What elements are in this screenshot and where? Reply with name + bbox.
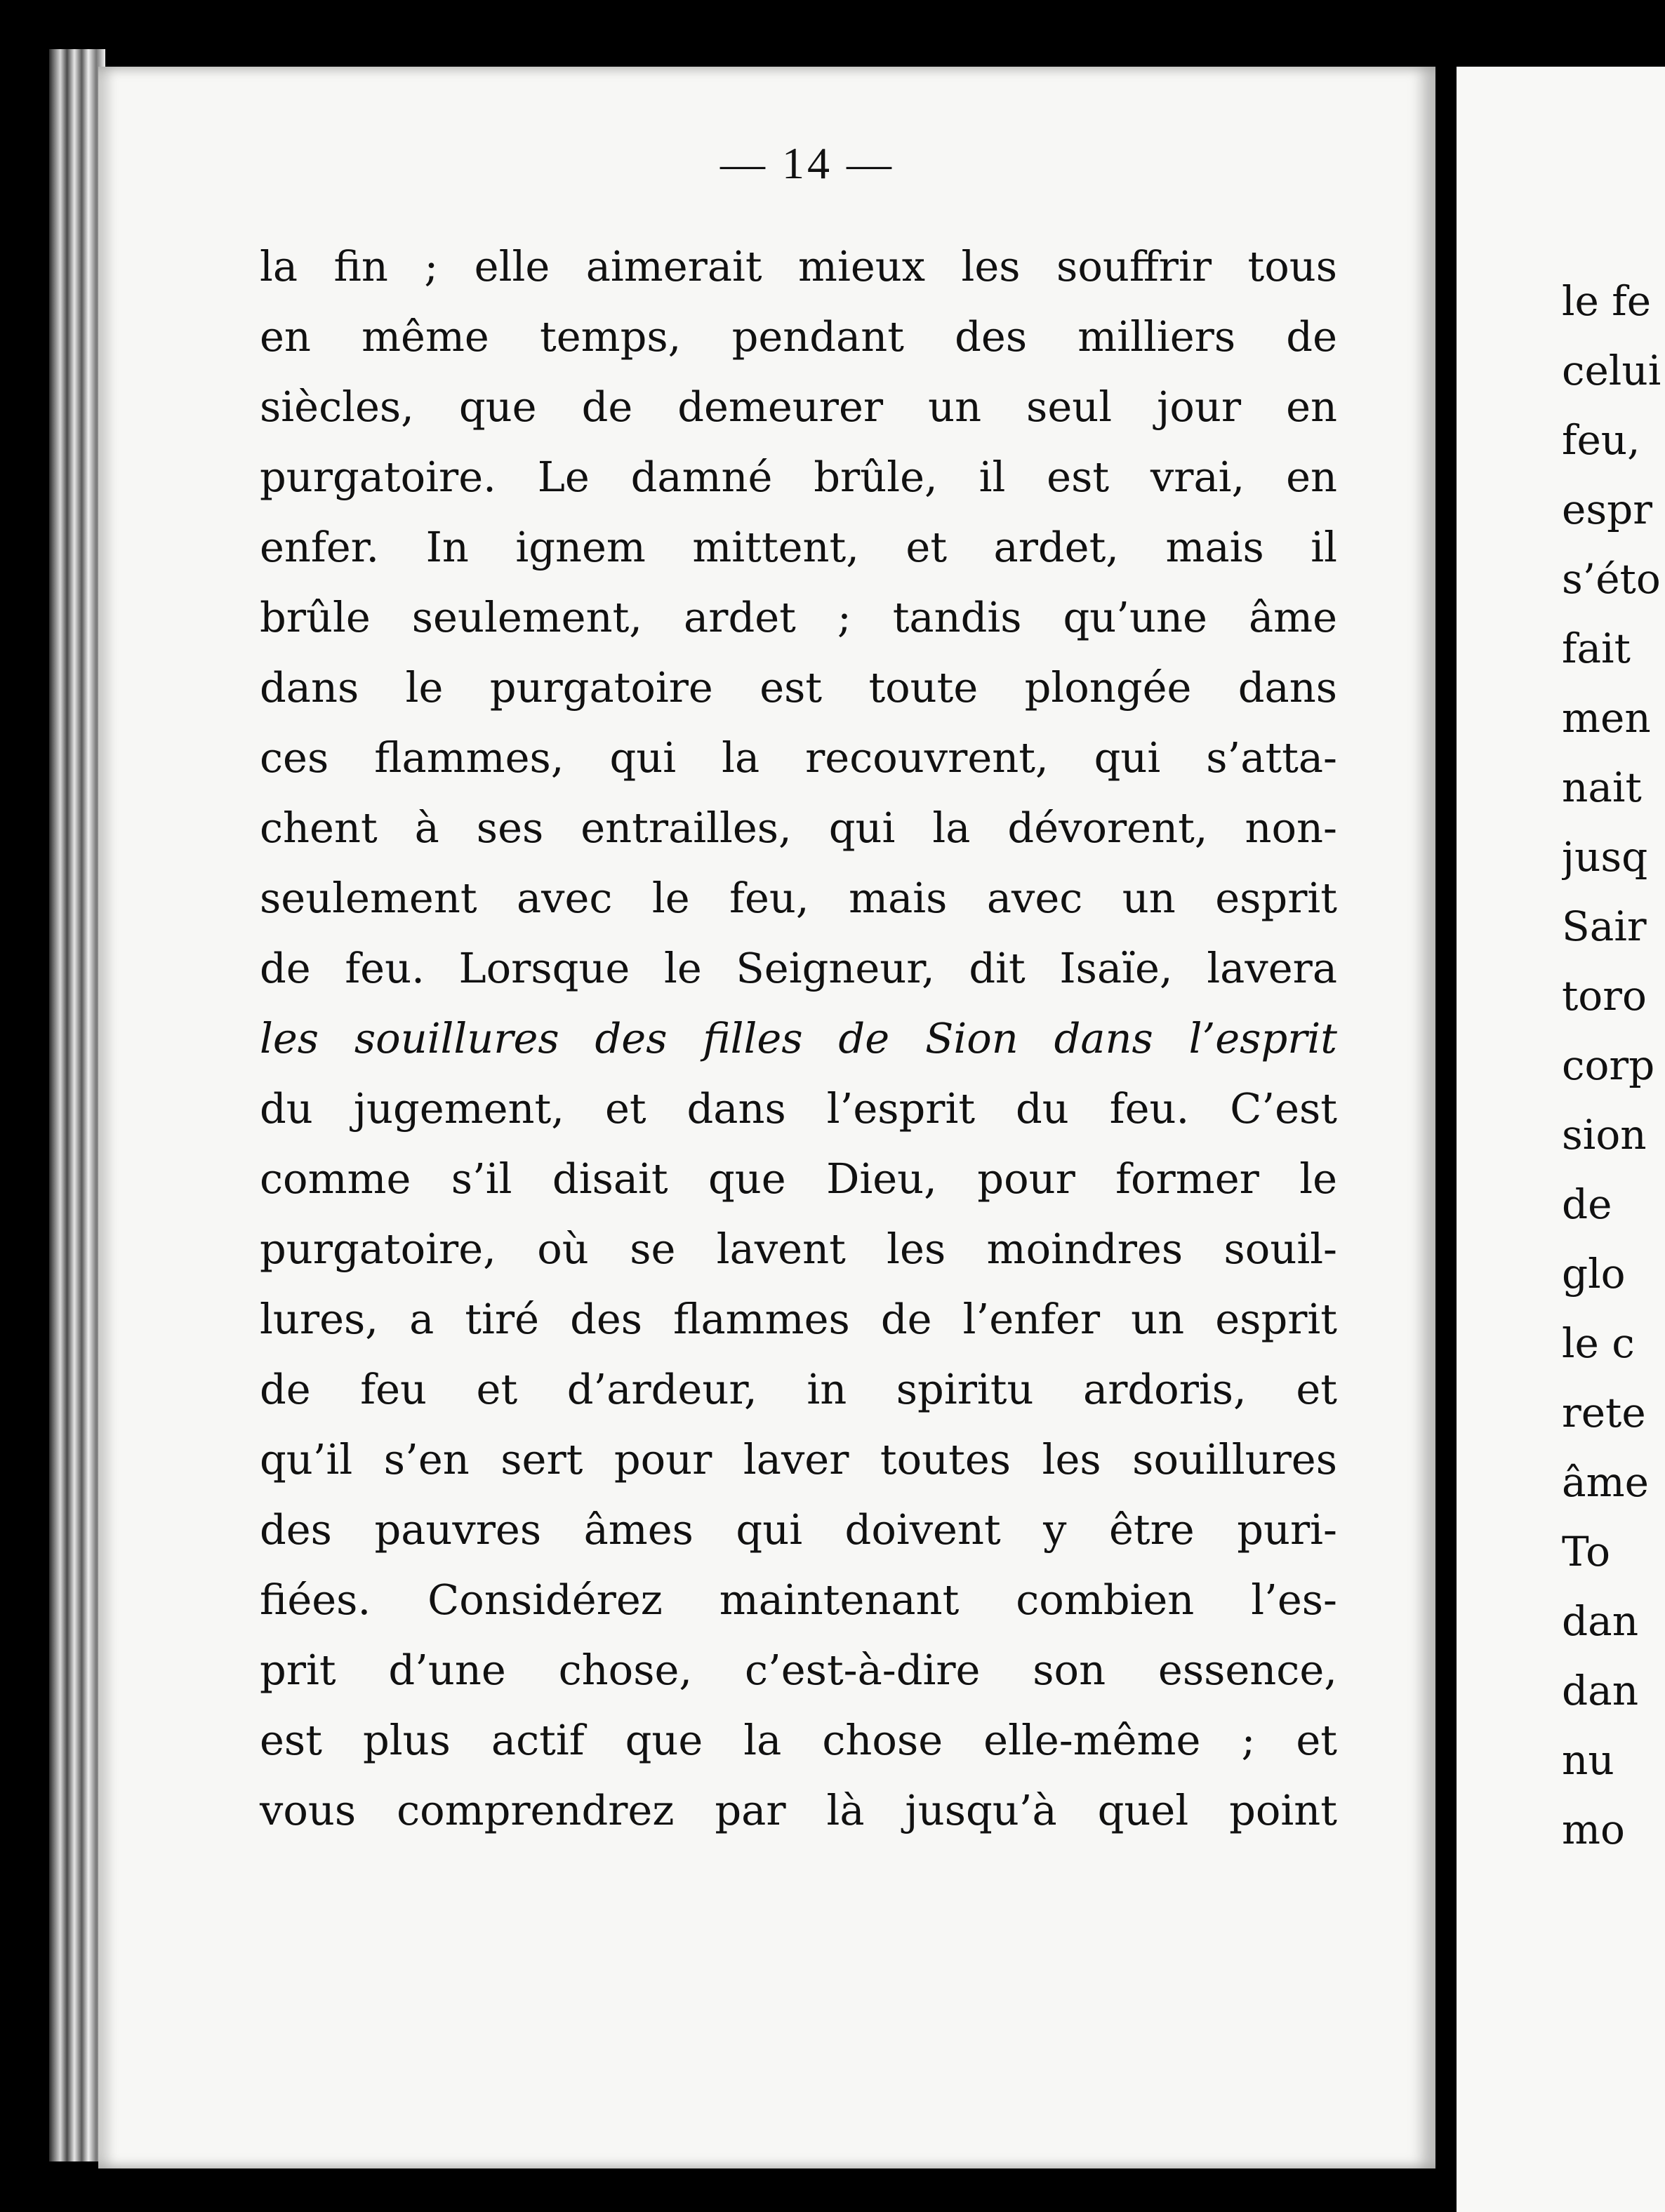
text-line: chent à ses entrailles, qui la dévorent, non- [260,804,1337,852]
right-text-line: mo [1562,1806,1625,1853]
right-text-line: jusq [1562,833,1648,881]
text-line: prit d’une chose, c’est-à-dire son essence, [260,1646,1337,1694]
right-text-line: celui [1562,347,1661,394]
text-line: vous comprendrez par là jusqu’à quel point [260,1786,1337,1834]
right-text-line: toro [1562,972,1647,1020]
text-line-italic-mixed: de feu. Lorsque le Seigneur, dit Isaïe, lavera [260,944,1337,992]
text-line: dans le purgatoire est toute plongée dans [260,663,1337,712]
book-page-edges [49,49,105,2161]
right-text-line: rete [1562,1389,1646,1437]
text-line-italic-mixed: de feu et d’ardeur, in spiritu ardoris, et [260,1365,1337,1413]
right-text-line: dan [1562,1667,1639,1714]
text-line: comme s’il disait que Dieu, pour former le [260,1154,1337,1203]
text-line: purgatoire, où se lavent les moindres souil- [260,1225,1337,1273]
right-text-line: To [1562,1528,1611,1575]
text-line-italic-mixed: du jugement, et dans l’esprit du feu. C’est [260,1084,1337,1133]
right-text-line: espr [1562,486,1652,533]
right-text-line: feu, [1562,416,1640,464]
right-text-line: dan [1562,1597,1639,1645]
text-line: siècles, que de demeurer un seul jour en [260,382,1337,431]
text-line: fiées. Considérez maintenant combien l’es- [260,1575,1337,1624]
text-line: en même temps, pendant des milliers de [260,312,1337,361]
text-line: seulement avec le feu, mais avec un esprit [260,874,1337,922]
text-line: des pauvres âmes qui doivent y être puri- [260,1505,1337,1554]
right-text-line: nu [1562,1736,1614,1784]
text-line: ces flammes, qui la recouvrent, qui s’atta- [260,733,1337,782]
right-text-line: corp [1562,1041,1655,1089]
text-line: la fin ; elle aimerait mieux les souffrir tous [260,242,1337,291]
right-text-line: fait [1562,625,1631,672]
page-number: — 14 — [720,138,894,188]
text-line: est plus actif que la chose elle-même ; et [260,1716,1337,1764]
right-text-line: Sair [1562,902,1647,950]
left-page-text [260,232,1337,1846]
right-page-text-fragments [1562,267,1665,1865]
text-line-italic-mixed: brûle seulement, ardet ; tandis qu’une âme [260,593,1337,641]
text-line-italic-mixed: enfer. In ignem mittent, et ardet, mais il [260,523,1337,571]
text-line: lures, a tiré des flammes de l’enfer un esprit [260,1295,1337,1343]
text-line: purgatoire. Le damné brûle, il est vrai, en [260,453,1337,501]
right-text-line: s’éto [1562,555,1661,603]
right-text-line: de [1562,1180,1612,1228]
right-text-line: glo [1562,1250,1626,1298]
right-text-line: âme [1562,1458,1649,1506]
book-gutter [1435,56,1457,2190]
right-text-line: nait [1562,764,1642,811]
right-text-line: le c [1562,1319,1635,1367]
right-text-line: sion [1562,1111,1647,1159]
text-line-italic: les souillures des filles de Sion dans l’esprit [260,1014,1337,1062]
text-line: qu’il s’en sert pour laver toutes les souillures [260,1435,1337,1484]
right-text-line: men [1562,694,1651,742]
right-text-line: le fe [1562,277,1652,325]
